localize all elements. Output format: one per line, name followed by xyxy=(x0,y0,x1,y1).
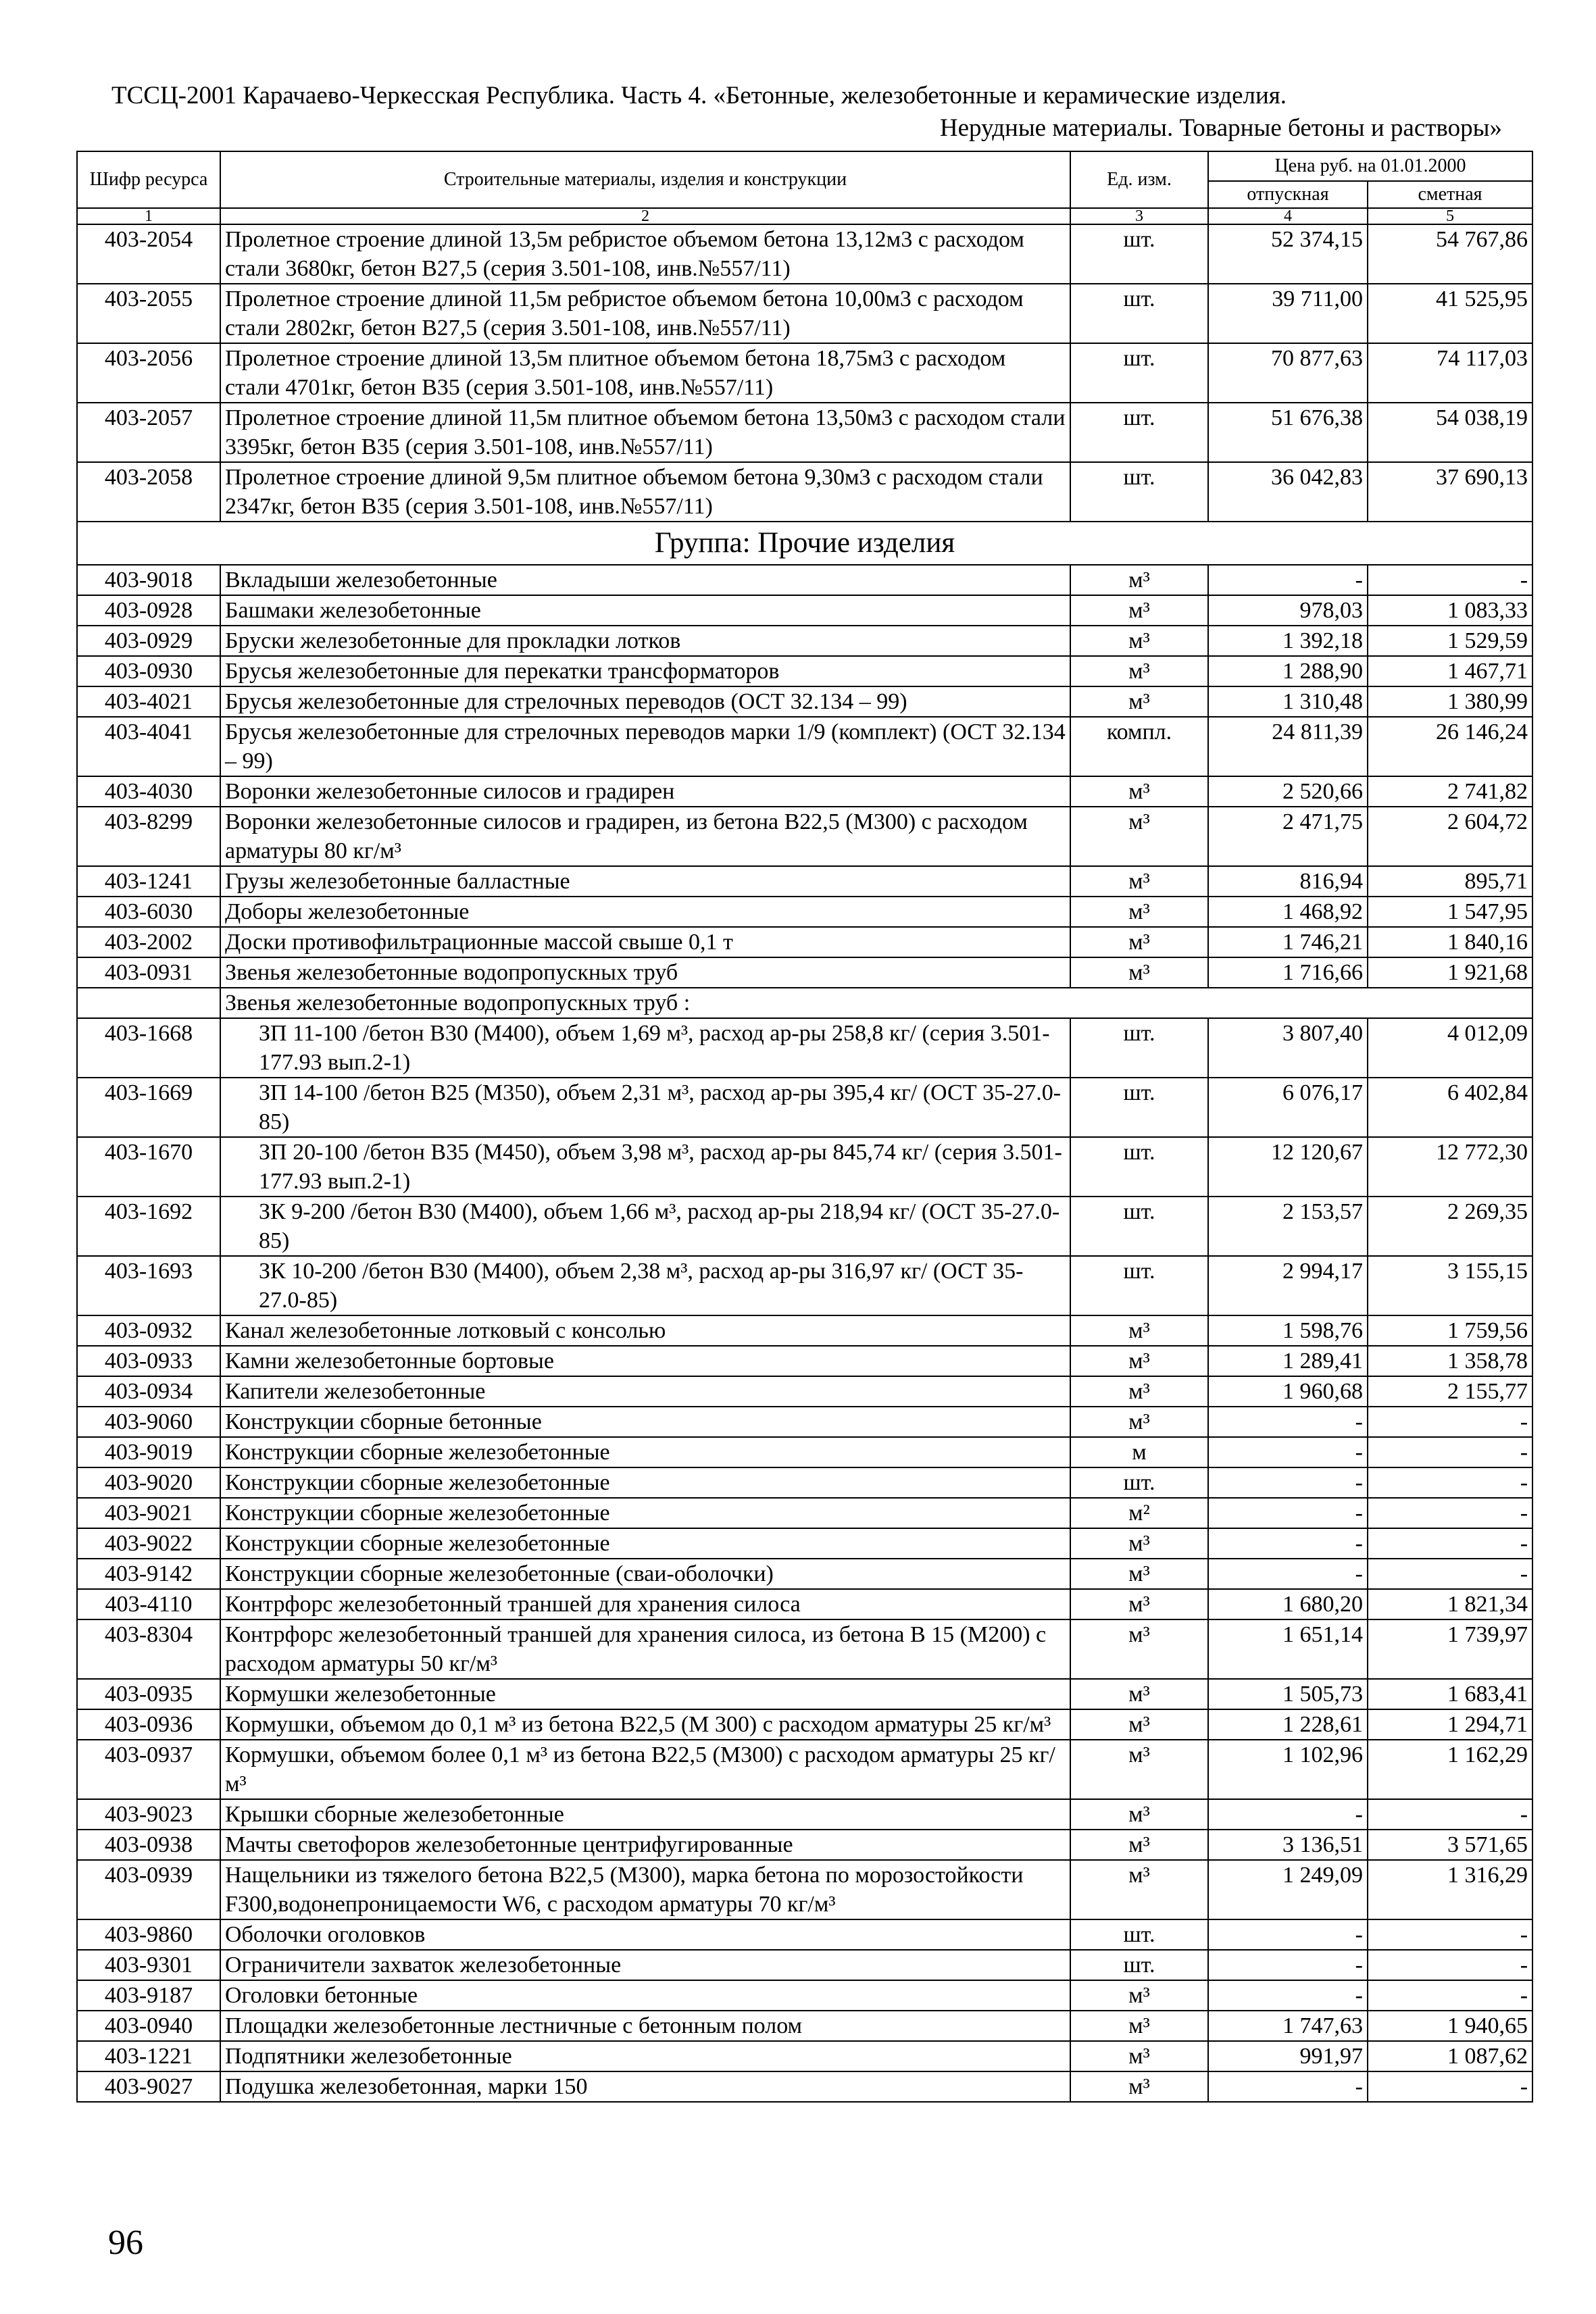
row-release-price: 3 136,51 xyxy=(1208,1830,1368,1860)
table-row xyxy=(77,866,1532,897)
row-unit: шт. xyxy=(1070,224,1208,284)
table-row xyxy=(77,1679,1532,1709)
row-code: 403-1241 xyxy=(77,866,220,897)
table-row xyxy=(77,686,1532,717)
row-estimate-price: - xyxy=(1368,2071,1532,2102)
group-title: Группа: Прочие изделия xyxy=(77,522,1532,565)
row-name: Воронки железобетонные силосов и градирен xyxy=(220,776,1070,807)
page-header xyxy=(111,80,1502,145)
table-row xyxy=(77,224,1532,284)
table-row xyxy=(77,1315,1532,1346)
row-estimate-price: 1 921,68 xyxy=(1368,957,1532,988)
col-number: 1 xyxy=(77,208,220,224)
row-unit: компл. xyxy=(1070,717,1208,776)
page-number: 96 xyxy=(108,2223,143,2262)
row-unit: м³ xyxy=(1070,2041,1208,2071)
row-estimate-price: - xyxy=(1368,1498,1532,1528)
row-name: Пролетное строение длиной 13,5м плитное объемом бетона 18,75м3 с расходом стали 4701кг, бетон В35 (серия 3.501-108, инв.№557/11) xyxy=(220,343,1070,403)
table-row xyxy=(77,1256,1532,1315)
row-estimate-price: - xyxy=(1368,1559,1532,1589)
col-header-release: отпускная xyxy=(1208,181,1368,208)
row-name: Конструкции сборные железобетонные xyxy=(220,1437,1070,1467)
table-row xyxy=(77,957,1532,988)
table-row xyxy=(77,2041,1532,2071)
header-line-1: ТССЦ-2001 Карачаево-Черкесская Республика. Часть 4. «Бетонные, железобетонные и керамические изделия. xyxy=(111,82,1287,109)
row-code: 403-0938 xyxy=(77,1830,220,1860)
row-code: 403-2056 xyxy=(77,343,220,403)
row-name: Воронки железобетонные силосов и градирен, из бетона В22,5 (М300) с расходом арматуры 80 кг/м³ xyxy=(220,807,1070,866)
row-release-price: 1 598,76 xyxy=(1208,1315,1368,1346)
row-unit: м³ xyxy=(1070,1799,1208,1830)
table-row xyxy=(77,626,1532,656)
table-row xyxy=(77,403,1532,462)
table-row xyxy=(77,656,1532,686)
row-estimate-price: 2 741,82 xyxy=(1368,776,1532,807)
row-code: 403-9027 xyxy=(77,2071,220,2102)
row-estimate-price: 1 759,56 xyxy=(1368,1315,1532,1346)
row-unit: м³ xyxy=(1070,927,1208,957)
table-row xyxy=(77,462,1532,522)
row-code: 403-6030 xyxy=(77,897,220,927)
row-code: 403-0939 xyxy=(77,1860,220,1919)
row-name: Пролетное строение длиной 9,5м плитное объемом бетона 9,30м3 с расходом стали 2347кг, бетон В35 (серия 3.501-108, инв.№557/11) xyxy=(220,462,1070,522)
row-code: 403-8299 xyxy=(77,807,220,866)
row-name: Конструкции сборные железобетонные xyxy=(220,1467,1070,1498)
table-row xyxy=(77,897,1532,927)
row-name: ЗП 20-100 /бетон В35 (М450), объем 3,98 м³, расход ар-ры 845,74 кг/ (серия 3.501-177.93 вып.2-1) xyxy=(220,1137,1070,1197)
row-code: 403-9187 xyxy=(77,1980,220,2011)
row-unit: м³ xyxy=(1070,1407,1208,1437)
row-name: Площадки железобетонные лестничные с бетонным полом xyxy=(220,2011,1070,2041)
table-row xyxy=(77,1498,1532,1528)
row-name: Кормушки, объемом до 0,1 м³ из бетона В22,5 (М 300) с расходом арматуры 25 кг/м³ xyxy=(220,1709,1070,1740)
row-estimate-price: - xyxy=(1368,1950,1532,1980)
row-estimate-price: 1 083,33 xyxy=(1368,595,1532,626)
row-name: Камни железобетонные бортовые xyxy=(220,1346,1070,1376)
row-name: Капители железобетонные xyxy=(220,1376,1070,1407)
row-release-price: - xyxy=(1208,1498,1368,1528)
row-estimate-price: 37 690,13 xyxy=(1368,462,1532,522)
table-row xyxy=(77,1799,1532,1830)
row-estimate-price: - xyxy=(1368,1407,1532,1437)
row-unit: шт. xyxy=(1070,1018,1208,1078)
row-release-price: 816,94 xyxy=(1208,866,1368,897)
row-name: ЗП 11-100 /бетон В30 (М400), объем 1,69 м³, расход ар-ры 258,8 кг/ (серия 3.501-177.93 вып.2-1) xyxy=(220,1018,1070,1078)
row-estimate-price: 12 772,30 xyxy=(1368,1137,1532,1197)
row-estimate-price: - xyxy=(1368,1980,1532,2011)
table-row xyxy=(77,1528,1532,1559)
row-release-price: 1 505,73 xyxy=(1208,1679,1368,1709)
row-code: 403-1693 xyxy=(77,1256,220,1315)
row-release-price: 6 076,17 xyxy=(1208,1078,1368,1137)
row-release-price: - xyxy=(1208,1559,1368,1589)
row-unit: шт. xyxy=(1070,1078,1208,1137)
row-code: 403-9022 xyxy=(77,1528,220,1559)
row-code: 403-1668 xyxy=(77,1018,220,1078)
table-row xyxy=(77,1018,1532,1078)
row-release-price: 1 289,41 xyxy=(1208,1346,1368,1376)
row-name: Брусья железобетонные для стрелочных переводов (ОСТ 32.134 – 99) xyxy=(220,686,1070,717)
row-release-price: 70 877,63 xyxy=(1208,343,1368,403)
row-code: 403-9023 xyxy=(77,1799,220,1830)
row-unit: м³ xyxy=(1070,1559,1208,1589)
row-unit: м³ xyxy=(1070,565,1208,595)
row-estimate-price: 2 604,72 xyxy=(1368,807,1532,866)
row-name: Контрфорс железобетонный траншей для хранения силоса xyxy=(220,1589,1070,1619)
row-estimate-price: 1 380,99 xyxy=(1368,686,1532,717)
table-row xyxy=(77,1709,1532,1740)
row-release-price: - xyxy=(1208,1437,1368,1467)
table-row xyxy=(77,1407,1532,1437)
table-row xyxy=(77,1740,1532,1799)
row-code: 403-0931 xyxy=(77,957,220,988)
table-row xyxy=(77,1589,1532,1619)
row-estimate-price: 1 358,78 xyxy=(1368,1346,1532,1376)
row-code: 403-9060 xyxy=(77,1407,220,1437)
col-header-name: Строительные материалы, изделия и конструкции xyxy=(220,151,1070,208)
row-estimate-price: 1 529,59 xyxy=(1368,626,1532,656)
row-name: Пролетное строение длиной 11,5м ребристое объемом бетона 10,00м3 с расходом стали 2802кг, бетон В27,5 (серия 3.501-108, инв.№557/11) xyxy=(220,284,1070,343)
table-row xyxy=(77,1376,1532,1407)
row-unit: м³ xyxy=(1070,1830,1208,1860)
col-number: 2 xyxy=(220,208,1070,224)
row-release-price: 12 120,67 xyxy=(1208,1137,1368,1197)
row-unit: м³ xyxy=(1070,1679,1208,1709)
row-unit: м³ xyxy=(1070,897,1208,927)
row-name: Конструкции сборные железобетонные (сваи-оболочки) xyxy=(220,1559,1070,1589)
table-row xyxy=(77,1197,1532,1256)
row-code: 403-0929 xyxy=(77,626,220,656)
row-estimate-price: 1 683,41 xyxy=(1368,1679,1532,1709)
row-code: 403-4021 xyxy=(77,686,220,717)
table-row xyxy=(77,927,1532,957)
row-name: Кормушки, объемом более 0,1 м³ из бетона В22,5 (М300) с расходом арматуры 25 кг/м³ xyxy=(220,1740,1070,1799)
row-estimate-price: 2 269,35 xyxy=(1368,1197,1532,1256)
table-row xyxy=(77,1950,1532,1980)
row-code: 403-0928 xyxy=(77,595,220,626)
col-number: 5 xyxy=(1368,208,1532,224)
row-unit: м² xyxy=(1070,1498,1208,1528)
row-name: Ограничители захваток железобетонные xyxy=(220,1950,1070,1980)
col-header-price: Цена руб. на 01.01.2000 xyxy=(1208,151,1532,181)
row-name: Вкладыши железобетонные xyxy=(220,565,1070,595)
row-release-price: 1 747,63 xyxy=(1208,2011,1368,2041)
row-estimate-price: 1 547,95 xyxy=(1368,897,1532,927)
row-name: Башмаки железобетонные xyxy=(220,595,1070,626)
row-code: 403-9021 xyxy=(77,1498,220,1528)
row-unit: м³ xyxy=(1070,1860,1208,1919)
row-name: Нащельники из тяжелого бетона В22,5 (М300), марка бетона по морозостойкости F300,водонепроницаемости W6, с расходом арматуры 70 кг/м³ xyxy=(220,1860,1070,1919)
row-unit: м³ xyxy=(1070,626,1208,656)
row-code: 403-1221 xyxy=(77,2041,220,2071)
row-release-price: - xyxy=(1208,1799,1368,1830)
row-unit: м³ xyxy=(1070,957,1208,988)
row-unit: м³ xyxy=(1070,1709,1208,1740)
row-estimate-price: 1 316,29 xyxy=(1368,1860,1532,1919)
row-name: ЗП 14-100 /бетон В25 (М350), объем 2,31 м³, расход ар-ры 395,4 кг/ (ОСТ 35-27.0-85) xyxy=(220,1078,1070,1137)
table-row xyxy=(77,776,1532,807)
row-release-price: 3 807,40 xyxy=(1208,1018,1368,1078)
row-unit: м³ xyxy=(1070,2071,1208,2102)
row-estimate-price: - xyxy=(1368,1437,1532,1467)
row-release-price: 1 228,61 xyxy=(1208,1709,1368,1740)
row-estimate-price: 1 467,71 xyxy=(1368,656,1532,686)
row-release-price: 1 392,18 xyxy=(1208,626,1368,656)
row-code: 403-0934 xyxy=(77,1376,220,1407)
row-estimate-price: 1 739,97 xyxy=(1368,1619,1532,1679)
row-name: Бруски железобетонные для прокладки лотков xyxy=(220,626,1070,656)
row-estimate-price: - xyxy=(1368,1919,1532,1950)
row-unit: м³ xyxy=(1070,1528,1208,1559)
table-row xyxy=(77,1919,1532,1950)
row-release-price: 1 680,20 xyxy=(1208,1589,1368,1619)
row-name: Доборы железобетонные xyxy=(220,897,1070,927)
row-unit: м³ xyxy=(1070,2011,1208,2041)
row-name: Канал железобетонные лотковый с консолью xyxy=(220,1315,1070,1346)
row-code: 403-1669 xyxy=(77,1078,220,1137)
row-release-price: 978,03 xyxy=(1208,595,1368,626)
row-name: Подпятники железобетонные xyxy=(220,2041,1070,2071)
row-release-price: 2 471,75 xyxy=(1208,807,1368,866)
table-row xyxy=(77,1559,1532,1589)
row-name: Оголовки бетонные xyxy=(220,1980,1070,2011)
row-release-price: 1 102,96 xyxy=(1208,1740,1368,1799)
row-unit: м³ xyxy=(1070,1980,1208,2011)
row-unit: шт. xyxy=(1070,1256,1208,1315)
row-code: 403-4030 xyxy=(77,776,220,807)
header-line-2: Нерудные материалы. Товарные бетоны и растворы» xyxy=(939,114,1502,142)
table-row xyxy=(77,595,1532,626)
row-unit: шт. xyxy=(1070,1137,1208,1197)
row-release-price: - xyxy=(1208,1950,1368,1980)
row-estimate-price: 3 155,15 xyxy=(1368,1256,1532,1315)
table-row xyxy=(77,2071,1532,2102)
row-release-price: 2 153,57 xyxy=(1208,1197,1368,1256)
row-code: 403-4110 xyxy=(77,1589,220,1619)
row-release-price: 1 468,92 xyxy=(1208,897,1368,927)
row-release-price: 1 249,09 xyxy=(1208,1860,1368,1919)
row-code: 403-9019 xyxy=(77,1437,220,1467)
row-release-price: 1 746,21 xyxy=(1208,927,1368,957)
row-unit: м³ xyxy=(1070,1740,1208,1799)
row-code: 403-1692 xyxy=(77,1197,220,1256)
row-release-price: - xyxy=(1208,1467,1368,1498)
row-estimate-price: - xyxy=(1368,1799,1532,1830)
row-release-price: - xyxy=(1208,1980,1368,2011)
row-release-price: 52 374,15 xyxy=(1208,224,1368,284)
row-estimate-price: 41 525,95 xyxy=(1368,284,1532,343)
row-name: Кормушки железобетонные xyxy=(220,1679,1070,1709)
row-code: 403-0937 xyxy=(77,1740,220,1799)
table-row xyxy=(77,1619,1532,1679)
table-row xyxy=(77,343,1532,403)
row-name: Брусья железобетонные для стрелочных переводов марки 1/9 (комплект) (ОСТ 32.134 – 99) xyxy=(220,717,1070,776)
row-code: 403-2058 xyxy=(77,462,220,522)
row-release-price: - xyxy=(1208,1919,1368,1950)
row-name: Контрфорс железобетонный траншей для хранения силоса, из бетона В 15 (М200) с расходом арматуры 50 кг/м³ xyxy=(220,1619,1070,1679)
row-release-price: 1 288,90 xyxy=(1208,656,1368,686)
row-name: ЗК 9-200 /бетон В30 (М400), объем 1,66 м³, расход ар-ры 218,94 кг/ (ОСТ 35-27.0-85) xyxy=(220,1197,1070,1256)
row-estimate-price: 1 840,16 xyxy=(1368,927,1532,957)
col-header-estimate: сметная xyxy=(1368,181,1532,208)
row-release-price: - xyxy=(1208,1407,1368,1437)
row-code: 403-9301 xyxy=(77,1950,220,1980)
table-row xyxy=(77,1860,1532,1919)
row-code: 403-2054 xyxy=(77,224,220,284)
row-unit: шт. xyxy=(1070,1467,1208,1498)
row-release-price: 1 716,66 xyxy=(1208,957,1368,988)
price-table xyxy=(76,151,1533,2103)
row-code: 403-9018 xyxy=(77,565,220,595)
row-unit: шт. xyxy=(1070,284,1208,343)
row-code: 403-0940 xyxy=(77,2011,220,2041)
row-unit: м³ xyxy=(1070,1589,1208,1619)
col-header-code: Шифр ресурса xyxy=(77,151,220,208)
table-row xyxy=(77,1980,1532,2011)
row-release-price: 2 520,66 xyxy=(1208,776,1368,807)
row-estimate-price: 26 146,24 xyxy=(1368,717,1532,776)
row-code: 403-0933 xyxy=(77,1346,220,1376)
row-unit: м³ xyxy=(1070,866,1208,897)
row-unit: м³ xyxy=(1070,1346,1208,1376)
subheading: Звенья железобетонные водопропускных труб : xyxy=(220,988,1532,1018)
row-estimate-price: 6 402,84 xyxy=(1368,1078,1532,1137)
row-unit: м³ xyxy=(1070,686,1208,717)
row-estimate-price: 4 012,09 xyxy=(1368,1018,1532,1078)
row-estimate-price: 895,71 xyxy=(1368,866,1532,897)
table-row xyxy=(77,807,1532,866)
row-release-price: 51 676,38 xyxy=(1208,403,1368,462)
row-estimate-price: 1 087,62 xyxy=(1368,2041,1532,2071)
row-code: 403-0936 xyxy=(77,1709,220,1740)
row-code: 403-8304 xyxy=(77,1619,220,1679)
row-unit: м³ xyxy=(1070,1315,1208,1346)
row-release-price: 1 310,48 xyxy=(1208,686,1368,717)
table-row xyxy=(77,284,1532,343)
row-code: 403-0930 xyxy=(77,656,220,686)
row-unit: м xyxy=(1070,1437,1208,1467)
row-unit: шт. xyxy=(1070,1197,1208,1256)
row-estimate-price: 3 571,65 xyxy=(1368,1830,1532,1860)
table-row xyxy=(77,1467,1532,1498)
row-code: 403-9020 xyxy=(77,1467,220,1498)
table-row xyxy=(77,1137,1532,1197)
row-unit: шт. xyxy=(1070,1919,1208,1950)
row-release-price: - xyxy=(1208,2071,1368,2102)
row-unit: м³ xyxy=(1070,595,1208,626)
row-code: 403-0935 xyxy=(77,1679,220,1709)
row-release-price: 36 042,83 xyxy=(1208,462,1368,522)
row-release-price: 1 651,14 xyxy=(1208,1619,1368,1679)
row-code: 403-9860 xyxy=(77,1919,220,1950)
row-estimate-price: - xyxy=(1368,1528,1532,1559)
row-unit: шт. xyxy=(1070,462,1208,522)
row-name: Звенья железобетонные водопропускных труб xyxy=(220,957,1070,988)
table-row xyxy=(77,717,1532,776)
row-release-price: - xyxy=(1208,1528,1368,1559)
row-estimate-price: 2 155,77 xyxy=(1368,1376,1532,1407)
row-unit: шт. xyxy=(1070,343,1208,403)
subheading-code-cell xyxy=(77,988,220,1018)
table-row xyxy=(77,565,1532,595)
row-code: 403-9142 xyxy=(77,1559,220,1589)
row-code: 403-2057 xyxy=(77,403,220,462)
row-release-price: 1 960,68 xyxy=(1208,1376,1368,1407)
row-estimate-price: 54 038,19 xyxy=(1368,403,1532,462)
col-header-unit: Ед. изм. xyxy=(1070,151,1208,208)
row-code: 403-1670 xyxy=(77,1137,220,1197)
row-estimate-price: - xyxy=(1368,565,1532,595)
row-estimate-price: 1 162,29 xyxy=(1368,1740,1532,1799)
row-unit: м³ xyxy=(1070,776,1208,807)
row-release-price: - xyxy=(1208,565,1368,595)
table-row xyxy=(77,1830,1532,1860)
row-estimate-price: 1 294,71 xyxy=(1368,1709,1532,1740)
row-code: 403-2002 xyxy=(77,927,220,957)
row-unit: м³ xyxy=(1070,1376,1208,1407)
row-name: Крышки сборные железобетонные xyxy=(220,1799,1070,1830)
row-unit: м³ xyxy=(1070,1619,1208,1679)
row-name: Пролетное строение длиной 13,5м ребристое объемом бетона 13,12м3 с расходом стали 3680кг, бетон В27,5 (серия 3.501-108, инв.№557/11) xyxy=(220,224,1070,284)
row-name: Конструкции сборные железобетонные xyxy=(220,1498,1070,1528)
table-row xyxy=(77,1346,1532,1376)
row-name: Доски противофильтрационные массой свыше 0,1 т xyxy=(220,927,1070,957)
col-number: 3 xyxy=(1070,208,1208,224)
col-number: 4 xyxy=(1208,208,1368,224)
row-name: ЗК 10-200 /бетон В30 (М400), объем 2,38 м³, расход ар-ры 316,97 кг/ (ОСТ 35-27.0-85) xyxy=(220,1256,1070,1315)
row-code: 403-2055 xyxy=(77,284,220,343)
row-code: 403-4041 xyxy=(77,717,220,776)
row-estimate-price: 1 940,65 xyxy=(1368,2011,1532,2041)
row-estimate-price: 54 767,86 xyxy=(1368,224,1532,284)
row-name: Подушка железобетонная, марки 150 xyxy=(220,2071,1070,2102)
row-name: Брусья железобетонные для перекатки трансформаторов xyxy=(220,656,1070,686)
row-estimate-price: - xyxy=(1368,1467,1532,1498)
row-unit: м³ xyxy=(1070,807,1208,866)
row-name: Оболочки оголовков xyxy=(220,1919,1070,1950)
row-name: Грузы железобетонные балластные xyxy=(220,866,1070,897)
row-name: Мачты светофоров железобетонные центрифугированные xyxy=(220,1830,1070,1860)
row-estimate-price: 74 117,03 xyxy=(1368,343,1532,403)
row-release-price: 24 811,39 xyxy=(1208,717,1368,776)
row-estimate-price: 1 821,34 xyxy=(1368,1589,1532,1619)
row-release-price: 991,97 xyxy=(1208,2041,1368,2071)
row-name: Пролетное строение длиной 11,5м плитное объемом бетона 13,50м3 с расходом стали 3395кг, бетон В35 (серия 3.501-108, инв.№557/11) xyxy=(220,403,1070,462)
table-row xyxy=(77,1078,1532,1137)
row-name: Конструкции сборные бетонные xyxy=(220,1407,1070,1437)
row-unit: шт. xyxy=(1070,403,1208,462)
table-row xyxy=(77,2011,1532,2041)
row-release-price: 2 994,17 xyxy=(1208,1256,1368,1315)
row-code: 403-0932 xyxy=(77,1315,220,1346)
row-unit: шт. xyxy=(1070,1950,1208,1980)
row-name: Конструкции сборные железобетонные xyxy=(220,1528,1070,1559)
row-release-price: 39 711,00 xyxy=(1208,284,1368,343)
row-unit: м³ xyxy=(1070,656,1208,686)
table-row xyxy=(77,1437,1532,1467)
